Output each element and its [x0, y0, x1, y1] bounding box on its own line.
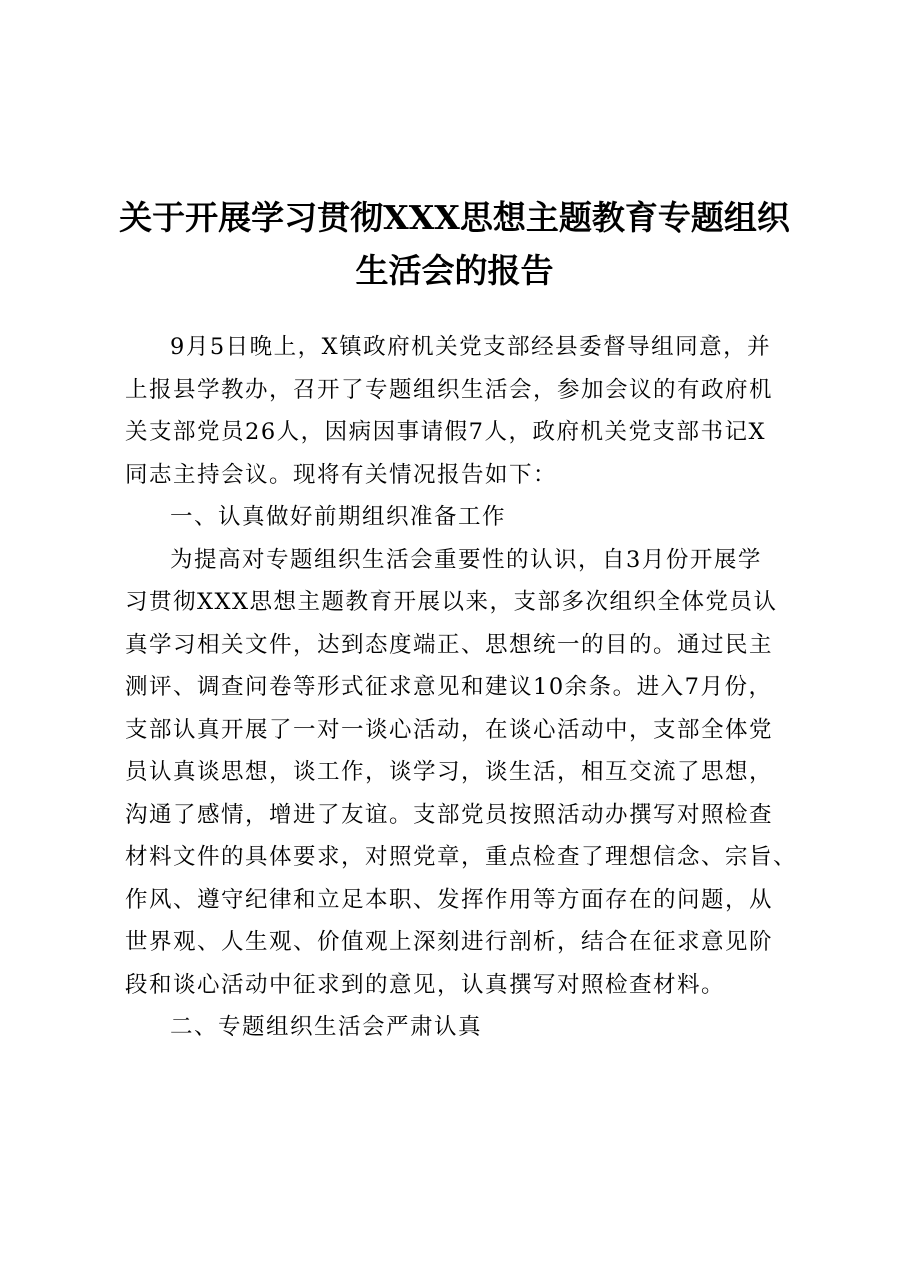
- paragraph-2-line-10: 世界观、人生观、价值观上深刻进行剖析，结合在征求意见阶: [125, 929, 774, 955]
- paragraph-2-line-3: 真学习相关文件，达到态度端正、思想统一的目的。通过民主: [125, 631, 774, 658]
- paragraph-2-line-1: 为提高对专题组织生活会重要性的认识，自3月份开展学: [170, 546, 762, 573]
- paragraph-2-line-11: 段和谈心活动中征求到的意见，认真撰写对照检查材料。: [125, 971, 726, 998]
- document-title-line-1: 关于开展学习贯彻XXX思想主题教育专题组织: [119, 198, 790, 237]
- paragraph-2-line-5: 支部认真开展了一对一谈心活动，在谈心活动中，支部全体党: [125, 716, 774, 743]
- paragraph-2-line-4: 测评、调查问卷等形式征求意见和建议10余条。进入7月份，: [125, 674, 773, 700]
- section-heading-1: 一、认真做好前期组织准备工作: [170, 504, 507, 530]
- paragraph-1-line-2: 上报县学教办，召开了专题组织生活会，参加会议的有政府机: [125, 376, 774, 403]
- document-title-line-2: 生活会的报告: [355, 251, 554, 290]
- section-heading-2: 二、专题组织生活会严肃认真: [170, 1014, 483, 1040]
- paragraph-1-line-4: 同志主持会议。现将有关情况报告如下：: [125, 461, 558, 488]
- paragraph-2-line-7: 沟通了感情，增进了友谊。支部党员按照活动办撰写对照检查: [125, 801, 774, 828]
- paragraph-2-line-2: 习贯彻XXX思想主题教育开展以来，支部多次组织全体党员认: [125, 589, 778, 615]
- paragraph-2-line-8: 材料文件的具体要求，对照党章，重点检查了理想信念、宗旨、: [125, 844, 798, 870]
- paragraph-1-line-1: 9月5日晚上，X镇政府机关党支部经县委督导组同意，并: [170, 334, 772, 360]
- paragraph-2-line-6: 员认真谈思想，谈工作，谈学习，谈生活，相互交流了思想，: [125, 759, 774, 785]
- paragraph-2-line-9: 作风、遵守纪律和立足本职、发挥作用等方面存在的问题，从: [125, 886, 774, 913]
- paragraph-1-line-3: 关支部党员26人，因病因事请假7人，政府机关党支部书记X: [125, 419, 766, 445]
